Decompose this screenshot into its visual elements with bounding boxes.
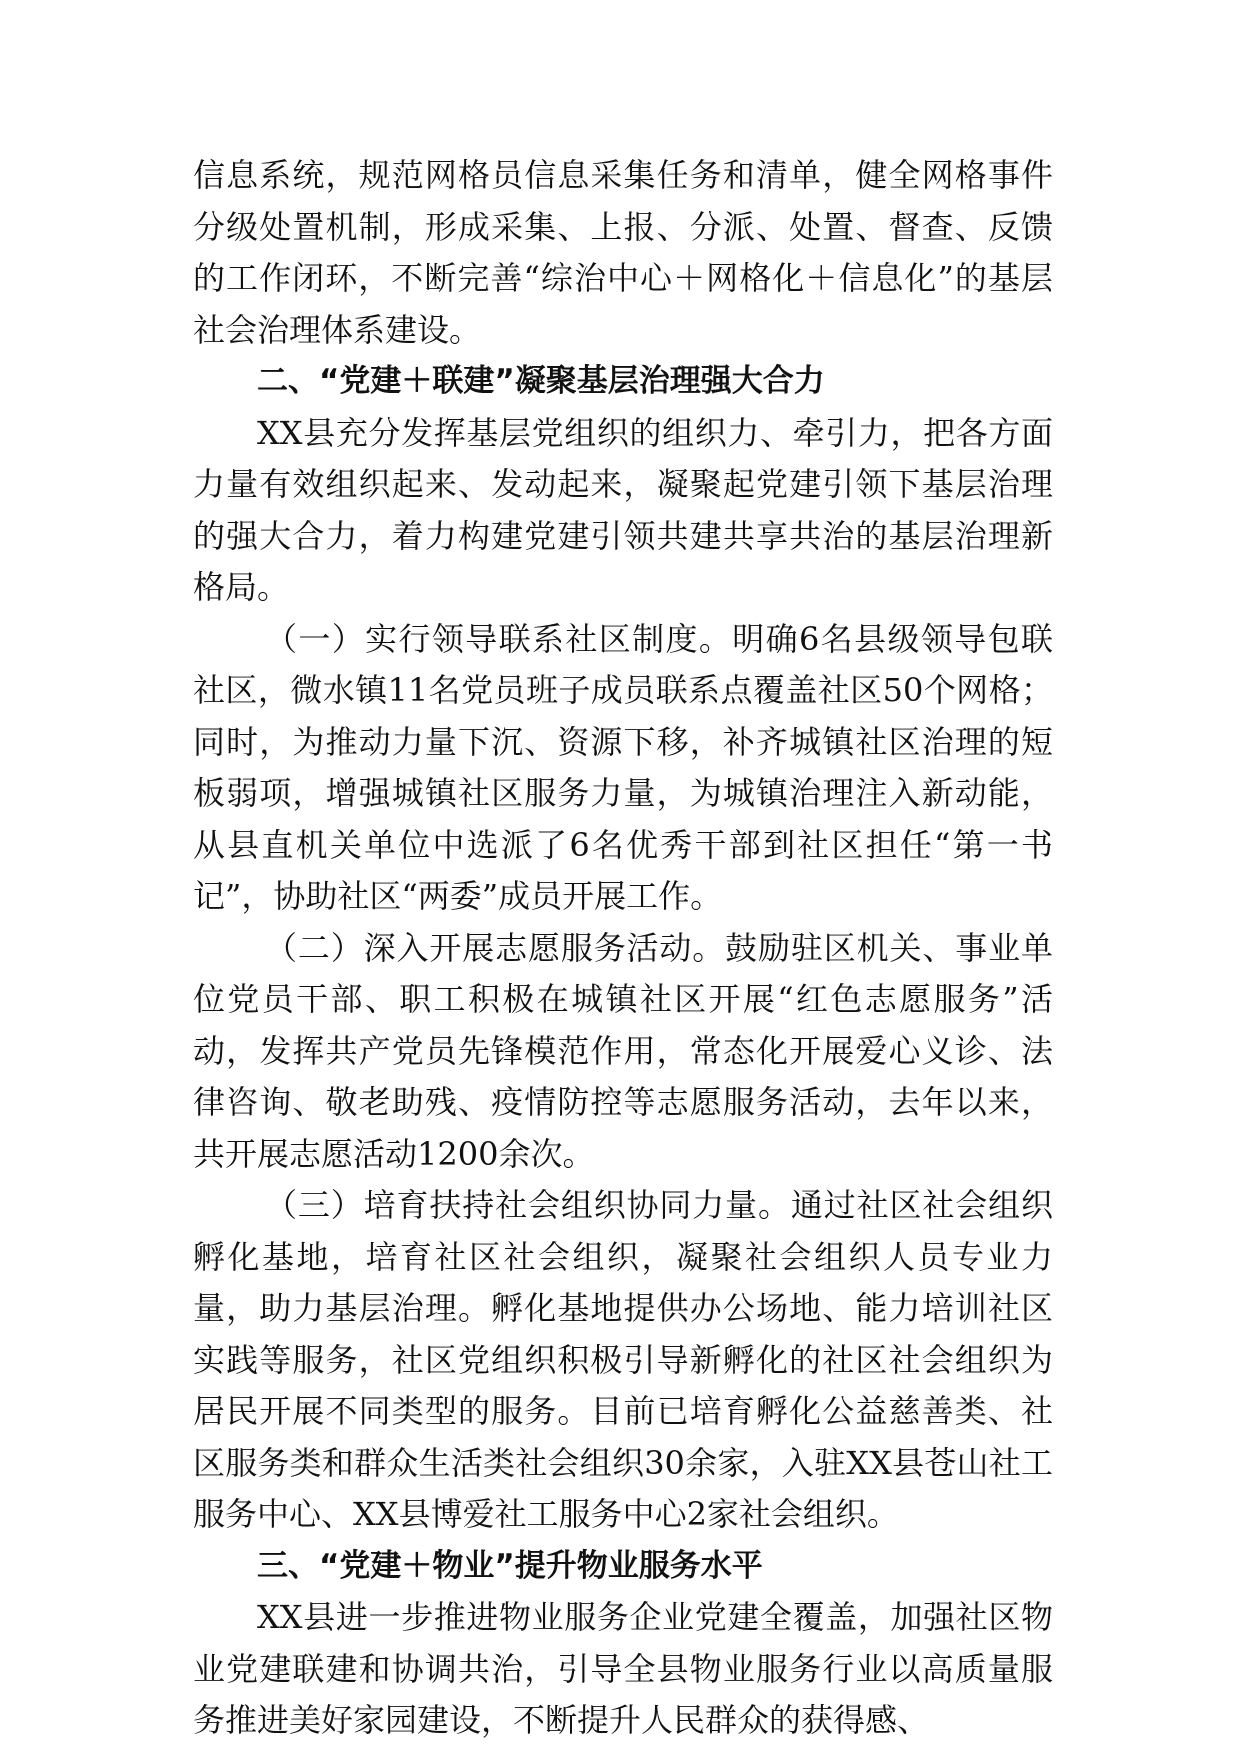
section-2-lead-paragraph: XX县充分发挥基层党组织的组织力、牵引力，把各方面力量有效组织起来、发动起来，凝聚起党建引领下基层治理的强大合力，着力构建党建引领共建共享共治的基层治理新格局。 xyxy=(193,413,1053,606)
section-2-item-2: （二）深入开展志愿服务活动。鼓励驻区机关、事业单位党员干部、职工积极在城镇社区开展“红色志愿服务”活动，发挥共产党员先锋模范作用，常态化开展爱心义诊、法律咨询、敬老助残、疫情防控等志愿服务活动，去年以来，共开展志愿活动1200余次。 xyxy=(193,928,1053,1173)
section-heading-3: 三、“党建＋物业”提升物业服务水平 xyxy=(257,1547,763,1584)
section-heading-2: 二、“党建＋联建”凝聚基层治理强大合力 xyxy=(257,363,825,399)
document-page xyxy=(193,150,1053,1747)
intro-paragraph: 信息系统，规范网格员信息采集任务和清单，健全网格事件分级处置机制，形成采集、上报、分派、处置、督查、反馈的工作闭环，不断完善“综治中心＋网格化＋信息化”的基层社会治理体系建设。 xyxy=(193,156,1053,349)
section-2-item-1: （一）实行领导联系社区制度。明确6名县级领导包联社区，微水镇11名党员班子成员联系点覆盖社区50个网格；同时，为推动力量下沉、资源下移，补齐城镇社区治理的短板弱项，增强城镇社区服务力量，为城镇治理注入新动能，从县直机关单位中选派了6名优秀干部到社区担任“第一书记”，协助社区“两委”成员开展工作。 xyxy=(193,619,1053,915)
section-3-lead-paragraph: XX县进一步推进物业服务企业党建全覆盖，加强社区物业党建联建和协调共治，引导全县物业服务行业以高质量服务推进美好家园建设，不断提升人民群众的获得感、 xyxy=(193,1598,1053,1739)
section-2-item-3: （三）培育扶持社会组织协同力量。通过社区社会组织孵化基地，培育社区社会组织，凝聚社会组织人员专业力量，助力基层治理。孵化基地提供办公场地、能力培训社区实践等服务，社区党组织积极引导新孵化的社区社会组织为居民开展不同类型的服务。目前已培育孵化公益慈善类、社区服务类和群众生活类社会组织30余家，入驻XX县苍山社工服务中心、XX县博爱社工服务中心2家社会组织。 xyxy=(193,1186,1053,1533)
